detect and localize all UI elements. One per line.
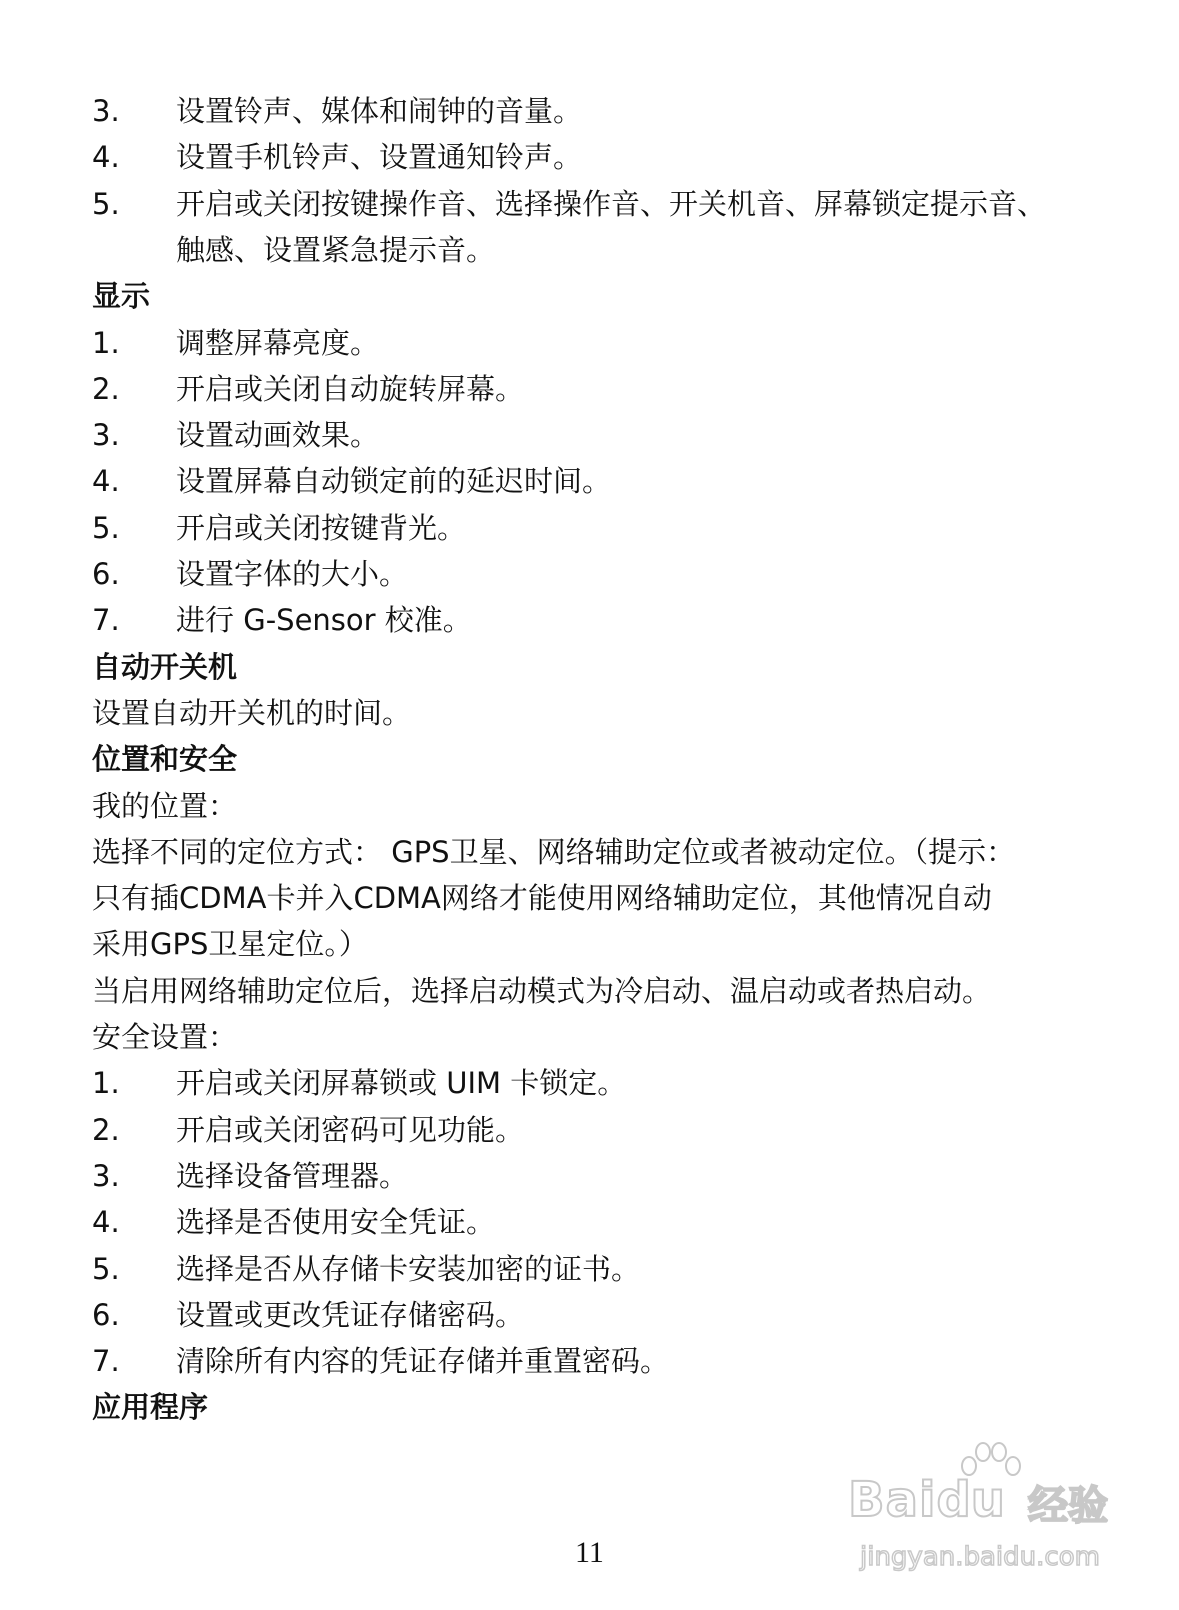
list-item-text: 进行 G-Sensor 校准。: [176, 603, 472, 637]
list-item: [92, 366, 1119, 413]
list-item-text: 设置屏幕自动锁定前的延迟时间。: [176, 464, 612, 498]
list-item-text: 设置动画效果。: [176, 418, 380, 452]
list-item-number: 4.: [92, 1205, 120, 1239]
list-item: [92, 1338, 1119, 1385]
list-item-number: 4.: [92, 140, 120, 174]
list-item: [92, 597, 1119, 644]
list-item: [92, 181, 1119, 228]
list-item: [92, 551, 1119, 598]
list-item-number: 6.: [92, 557, 120, 591]
list-item-text: 选择设备管理器。: [176, 1159, 409, 1193]
section-heading: 位置和安全: [92, 742, 238, 776]
list-item-number: 5.: [92, 511, 120, 545]
list-item-number: 6.: [92, 1298, 120, 1332]
list-item-number: 4.: [92, 464, 120, 498]
list-item-text: 选择是否使用安全凭证。: [176, 1205, 496, 1239]
list-item-text: 开启或关闭屏幕锁或 UIM 卡锁定。: [176, 1066, 627, 1100]
section-heading: 应用程序: [92, 1390, 209, 1424]
list-item: [92, 320, 1119, 367]
baidu-jingyan-watermark: [840, 1440, 1140, 1590]
list-item-text: 设置铃声、媒体和闹钟的音量。: [176, 94, 583, 128]
paragraph-line: 只有插CDMA卡并入CDMA网络才能使用网络辅助定位，其他情况自动: [92, 881, 992, 915]
section-heading: 自动开关机: [92, 650, 238, 684]
paragraph-line: 采用GPS卫星定位。）: [92, 927, 368, 961]
list-item-number: 3.: [92, 94, 120, 128]
list-item-continuation: [92, 227, 1119, 274]
list-item-text: 开启或关闭按键操作音、选择操作音、开关机音、屏幕锁定提示音、: [176, 187, 1047, 221]
list-item-text: 调整屏幕亮度。: [176, 326, 380, 360]
list-item: [92, 1199, 1119, 1246]
list-item-text: 开启或关闭自动旋转屏幕。: [176, 372, 525, 406]
list-item-number: 5.: [92, 1252, 120, 1286]
section-heading: 显示: [92, 279, 151, 313]
list-item: [92, 412, 1119, 459]
paragraph-line: 设置自动开关机的时间。: [92, 696, 412, 730]
list-item: [92, 505, 1119, 552]
list-item: [92, 1060, 1119, 1107]
list-item-text: 触感、设置紧急提示音。: [176, 233, 496, 267]
list-item-number: 2.: [92, 372, 120, 406]
list-item: [92, 88, 1119, 135]
list-item-number: 1.: [92, 1066, 120, 1100]
list-item: [92, 1246, 1119, 1293]
list-item: [92, 1107, 1119, 1154]
list-item-number: 3.: [92, 1159, 120, 1193]
list-item: [92, 1153, 1119, 1200]
paragraph-line: 我的位置：: [92, 789, 238, 823]
list-item: [92, 1292, 1119, 1339]
list-item-text: 设置字体的大小。: [176, 557, 409, 591]
watermark-logo-text: Baidu: [848, 1472, 1005, 1528]
list-item-number: 5.: [92, 187, 120, 221]
paragraph-line: 安全设置：: [92, 1020, 238, 1054]
list-item-text: 清除所有内容的凭证存储并重置密码。: [176, 1344, 670, 1378]
list-item-number: 3.: [92, 418, 120, 452]
watermark-logo-suffix: 经验: [1028, 1483, 1108, 1529]
list-item-text: 开启或关闭密码可见功能。: [176, 1113, 525, 1147]
list-item-number: 7.: [92, 603, 120, 637]
watermark-url: jingyan.baidu.com: [860, 1542, 1100, 1572]
list-item-text: 设置手机铃声、设置通知铃声。: [176, 140, 583, 174]
list-item-number: 2.: [92, 1113, 120, 1147]
page-number: 11: [575, 1536, 604, 1569]
list-item-text: 开启或关闭按键背光。: [176, 511, 467, 545]
list-item-number: 7.: [92, 1344, 120, 1378]
paragraph-line: 当启用网络辅助定位后，选择启动模式为冷启动、温启动或者热启动。: [92, 974, 992, 1008]
list-item: [92, 458, 1119, 505]
list-item: [92, 134, 1119, 181]
list-item-text: 选择是否从存储卡安装加密的证书。: [176, 1252, 641, 1286]
list-item-text: 设置或更改凭证存储密码。: [176, 1298, 525, 1332]
list-item-number: 1.: [92, 326, 120, 360]
paragraph-line: 选择不同的定位方式： GPS卫星、网络辅助定位或者被动定位。（提示：: [92, 835, 1016, 869]
